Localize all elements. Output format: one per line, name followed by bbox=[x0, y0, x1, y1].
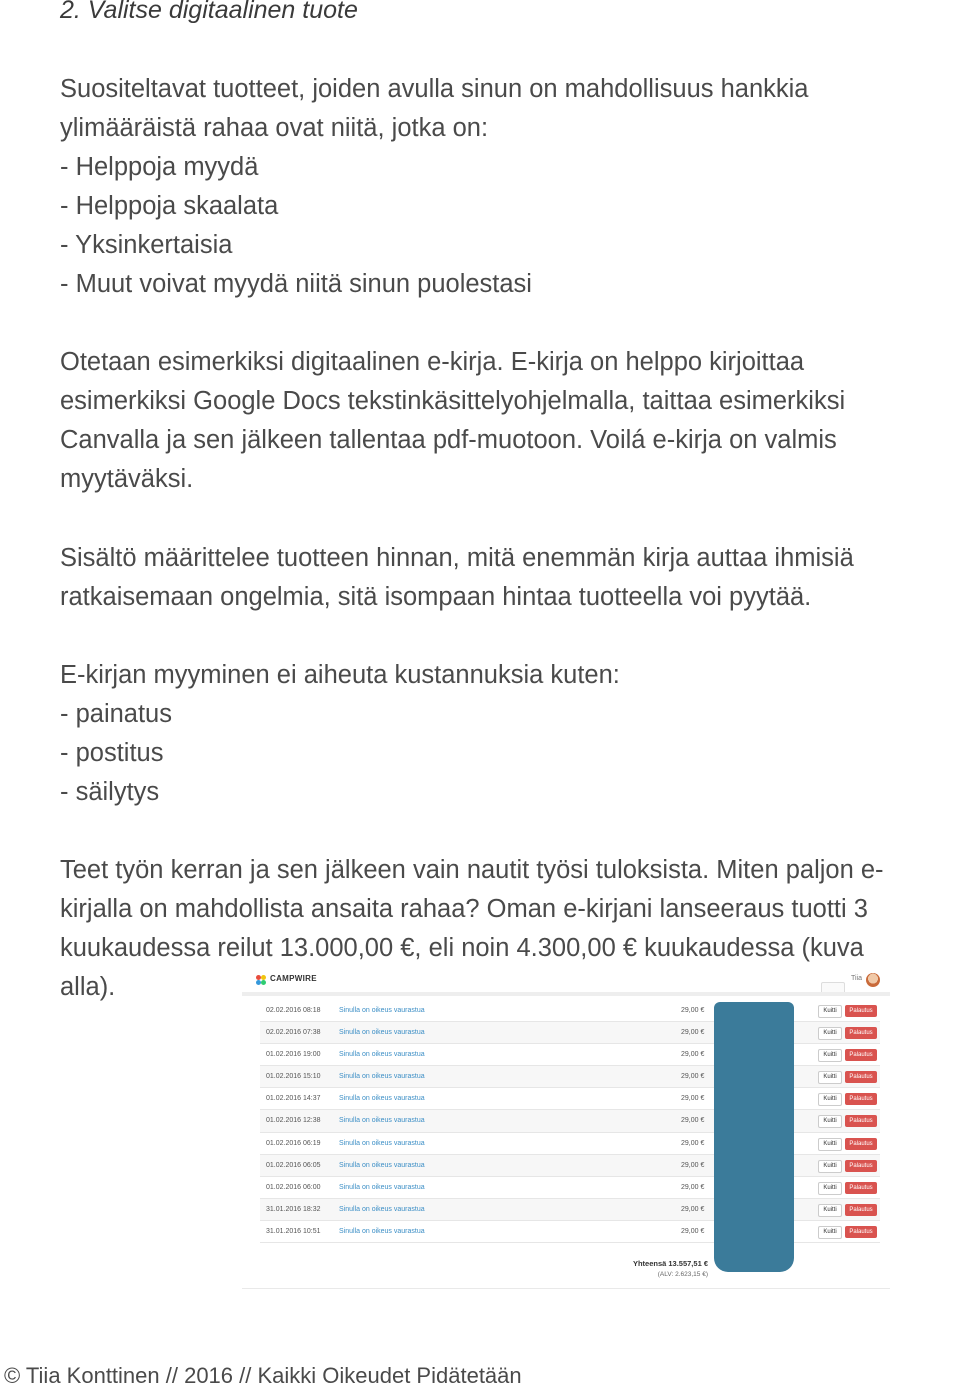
refund-button[interactable]: Palautus bbox=[845, 1005, 877, 1017]
receipt-button[interactable]: Kuitti bbox=[818, 1138, 842, 1151]
row-amount: 29,00 € bbox=[681, 1073, 705, 1081]
text-line: myytäväksi. bbox=[60, 465, 194, 493]
refund-button[interactable]: Palautus bbox=[845, 1226, 877, 1238]
copyright-footer: © Tiia Konttinen // 2016 // Kaikki Oikeudet Pidätetään bbox=[4, 1363, 522, 1388]
row-product-link[interactable]: Sinulla on oikeus vaurastua bbox=[339, 1095, 425, 1103]
row-product-link[interactable]: Sinulla on oikeus vaurastua bbox=[339, 1117, 425, 1125]
row-product-link[interactable]: Sinulla on oikeus vaurastua bbox=[339, 1051, 425, 1059]
refund-button[interactable]: Palautus bbox=[845, 1182, 877, 1194]
row-amount: 29,00 € bbox=[681, 1227, 705, 1235]
row-amount: 29,00 € bbox=[681, 1007, 705, 1014]
row-date: 31.01.2016 18:32 bbox=[266, 1205, 321, 1213]
content-paragraph bbox=[60, 539, 960, 617]
receipt-button[interactable]: Kuitti bbox=[818, 1049, 842, 1062]
receipt-button[interactable]: Kuitti bbox=[818, 1005, 842, 1018]
bullet-line: - Helppoja myydä bbox=[60, 153, 259, 181]
receipt-button[interactable]: Kuitti bbox=[818, 1093, 842, 1106]
bullet-line: - painatus bbox=[60, 700, 172, 728]
row-amount: 29,00 € bbox=[681, 1161, 705, 1169]
row-product-link[interactable]: Sinulla on oikeus vaurastua bbox=[339, 1161, 425, 1169]
receipt-button[interactable]: Kuitti bbox=[818, 1204, 842, 1217]
row-amount: 29,00 € bbox=[681, 1139, 705, 1147]
receipt-button[interactable]: Kuitti bbox=[818, 1226, 842, 1239]
row-product-link[interactable]: Sinulla on oikeus vaurastua bbox=[339, 1183, 425, 1191]
row-date: 01.02.2016 06:05 bbox=[266, 1161, 321, 1169]
header-divider bbox=[242, 992, 890, 996]
row-date: 01.02.2016 06:19 bbox=[266, 1139, 321, 1147]
receipt-button[interactable]: Kuitti bbox=[818, 1182, 842, 1195]
text-line: kirjalla on mahdollista ansaita rahaa? Oman e-kirjani lanseeraus tuotti 3 bbox=[60, 895, 868, 923]
row-date: 02.02.2016 08:18 bbox=[266, 1007, 321, 1014]
bullet-line: - Muut voivat myydä niitä sinun puolestasi bbox=[60, 270, 532, 298]
row-date: 01.02.2016 06:00 bbox=[266, 1183, 321, 1191]
text-line: esimerkiksi Google Docs tekstinkäsittelyohjelmalla, taittaa esimerkiksi bbox=[60, 387, 846, 415]
text-line: kuukaudessa reilut 13.000,00 €, eli noin 4.300,00 € kuukaudessa (kuva bbox=[60, 934, 864, 962]
text-line: Teet työn kerran ja sen jälkeen vain nautit työsi tuloksista. Miten paljon e- bbox=[60, 856, 884, 884]
refund-button[interactable]: Palautus bbox=[845, 1093, 877, 1105]
costs-paragraph bbox=[60, 656, 960, 812]
text-line: Sisältö määrittelee tuotteen hinnan, mitä enemmän kirja auttaa ihmisiä bbox=[60, 544, 854, 572]
intro-paragraph bbox=[60, 70, 960, 304]
refund-button[interactable]: Palautus bbox=[845, 1160, 877, 1172]
refund-button[interactable]: Palautus bbox=[845, 1115, 877, 1127]
refund-button[interactable]: Palautus bbox=[845, 1138, 877, 1150]
campwire-brand: CAMPWIRE bbox=[270, 974, 317, 983]
row-amount: 29,00 € bbox=[681, 1029, 705, 1037]
section-heading: 2. Valitse digitaalinen tuote bbox=[60, 0, 358, 24]
example-paragraph bbox=[60, 343, 960, 499]
redaction-block bbox=[714, 1002, 794, 1272]
row-product-link[interactable]: Sinulla on oikeus vaurastua bbox=[339, 1205, 425, 1213]
text-line: Suositeltavat tuotteet, joiden avulla sinun on mahdollisuus hankkia bbox=[60, 75, 809, 103]
row-date: 01.02.2016 14:37 bbox=[266, 1095, 321, 1103]
row-date: 01.02.2016 19:00 bbox=[266, 1051, 321, 1059]
sales-total: Yhteensä 13.557,51 € bbox=[632, 1259, 708, 1268]
row-amount: 29,00 € bbox=[681, 1095, 705, 1103]
row-product-link[interactable]: Sinulla on oikeus vaurastua bbox=[339, 1007, 425, 1014]
sales-screenshot bbox=[242, 970, 890, 1289]
text-line: Canvalla ja sen jälkeen tallentaa pdf-muotoon. Voilá e-kirja on valmis bbox=[60, 426, 837, 454]
text-line: alla). bbox=[60, 973, 116, 1001]
receipt-button[interactable]: Kuitti bbox=[818, 1160, 842, 1173]
row-amount: 29,00 € bbox=[681, 1117, 705, 1125]
row-product-link[interactable]: Sinulla on oikeus vaurastua bbox=[339, 1029, 425, 1037]
text-line: ylimääräistä rahaa ovat niitä, jotka on: bbox=[60, 114, 489, 142]
row-date: 01.02.2016 12:38 bbox=[266, 1117, 321, 1125]
row-date: 01.02.2016 15:10 bbox=[266, 1073, 321, 1081]
refund-button[interactable]: Palautus bbox=[845, 1027, 877, 1039]
row-product-link[interactable]: Sinulla on oikeus vaurastua bbox=[339, 1073, 425, 1081]
receipt-button[interactable]: Kuitti bbox=[818, 1115, 842, 1128]
vat-total: (ALV: 2.623,15 €) bbox=[657, 1271, 708, 1278]
avatar[interactable] bbox=[866, 973, 880, 987]
user-name: Tiia bbox=[850, 975, 862, 982]
receipt-button[interactable]: Kuitti bbox=[818, 1071, 842, 1084]
bullet-line: - Yksinkertaisia bbox=[60, 231, 233, 259]
campwire-logo-icon bbox=[256, 975, 266, 985]
refund-button[interactable]: Palautus bbox=[845, 1071, 877, 1083]
refund-button[interactable]: Palautus bbox=[845, 1204, 877, 1216]
row-amount: 29,00 € bbox=[681, 1205, 705, 1213]
bullet-line: - postitus bbox=[60, 739, 164, 767]
text-line: ratkaisemaan ongelmia, sitä isompaan hintaa tuotteella voi pyytää. bbox=[60, 583, 812, 611]
row-date: 31.01.2016 10:51 bbox=[266, 1227, 321, 1235]
row-amount: 29,00 € bbox=[681, 1183, 705, 1191]
bullet-line: - Helppoja skaalata bbox=[60, 192, 279, 220]
row-amount: 29,00 € bbox=[681, 1051, 705, 1059]
row-product-link[interactable]: Sinulla on oikeus vaurastua bbox=[339, 1227, 425, 1235]
screenshot-header bbox=[242, 970, 890, 992]
text-line: E-kirjan myyminen ei aiheuta kustannuksia kuten: bbox=[60, 661, 620, 689]
row-date: 02.02.2016 07:38 bbox=[266, 1029, 321, 1037]
text-line: Otetaan esimerkiksi digitaalinen e-kirja. E-kirja on helppo kirjoittaa bbox=[60, 348, 805, 376]
bullet-line: - säilytys bbox=[60, 778, 160, 806]
receipt-button[interactable]: Kuitti bbox=[818, 1027, 842, 1040]
row-product-link[interactable]: Sinulla on oikeus vaurastua bbox=[339, 1139, 425, 1147]
refund-button[interactable]: Palautus bbox=[845, 1049, 877, 1061]
